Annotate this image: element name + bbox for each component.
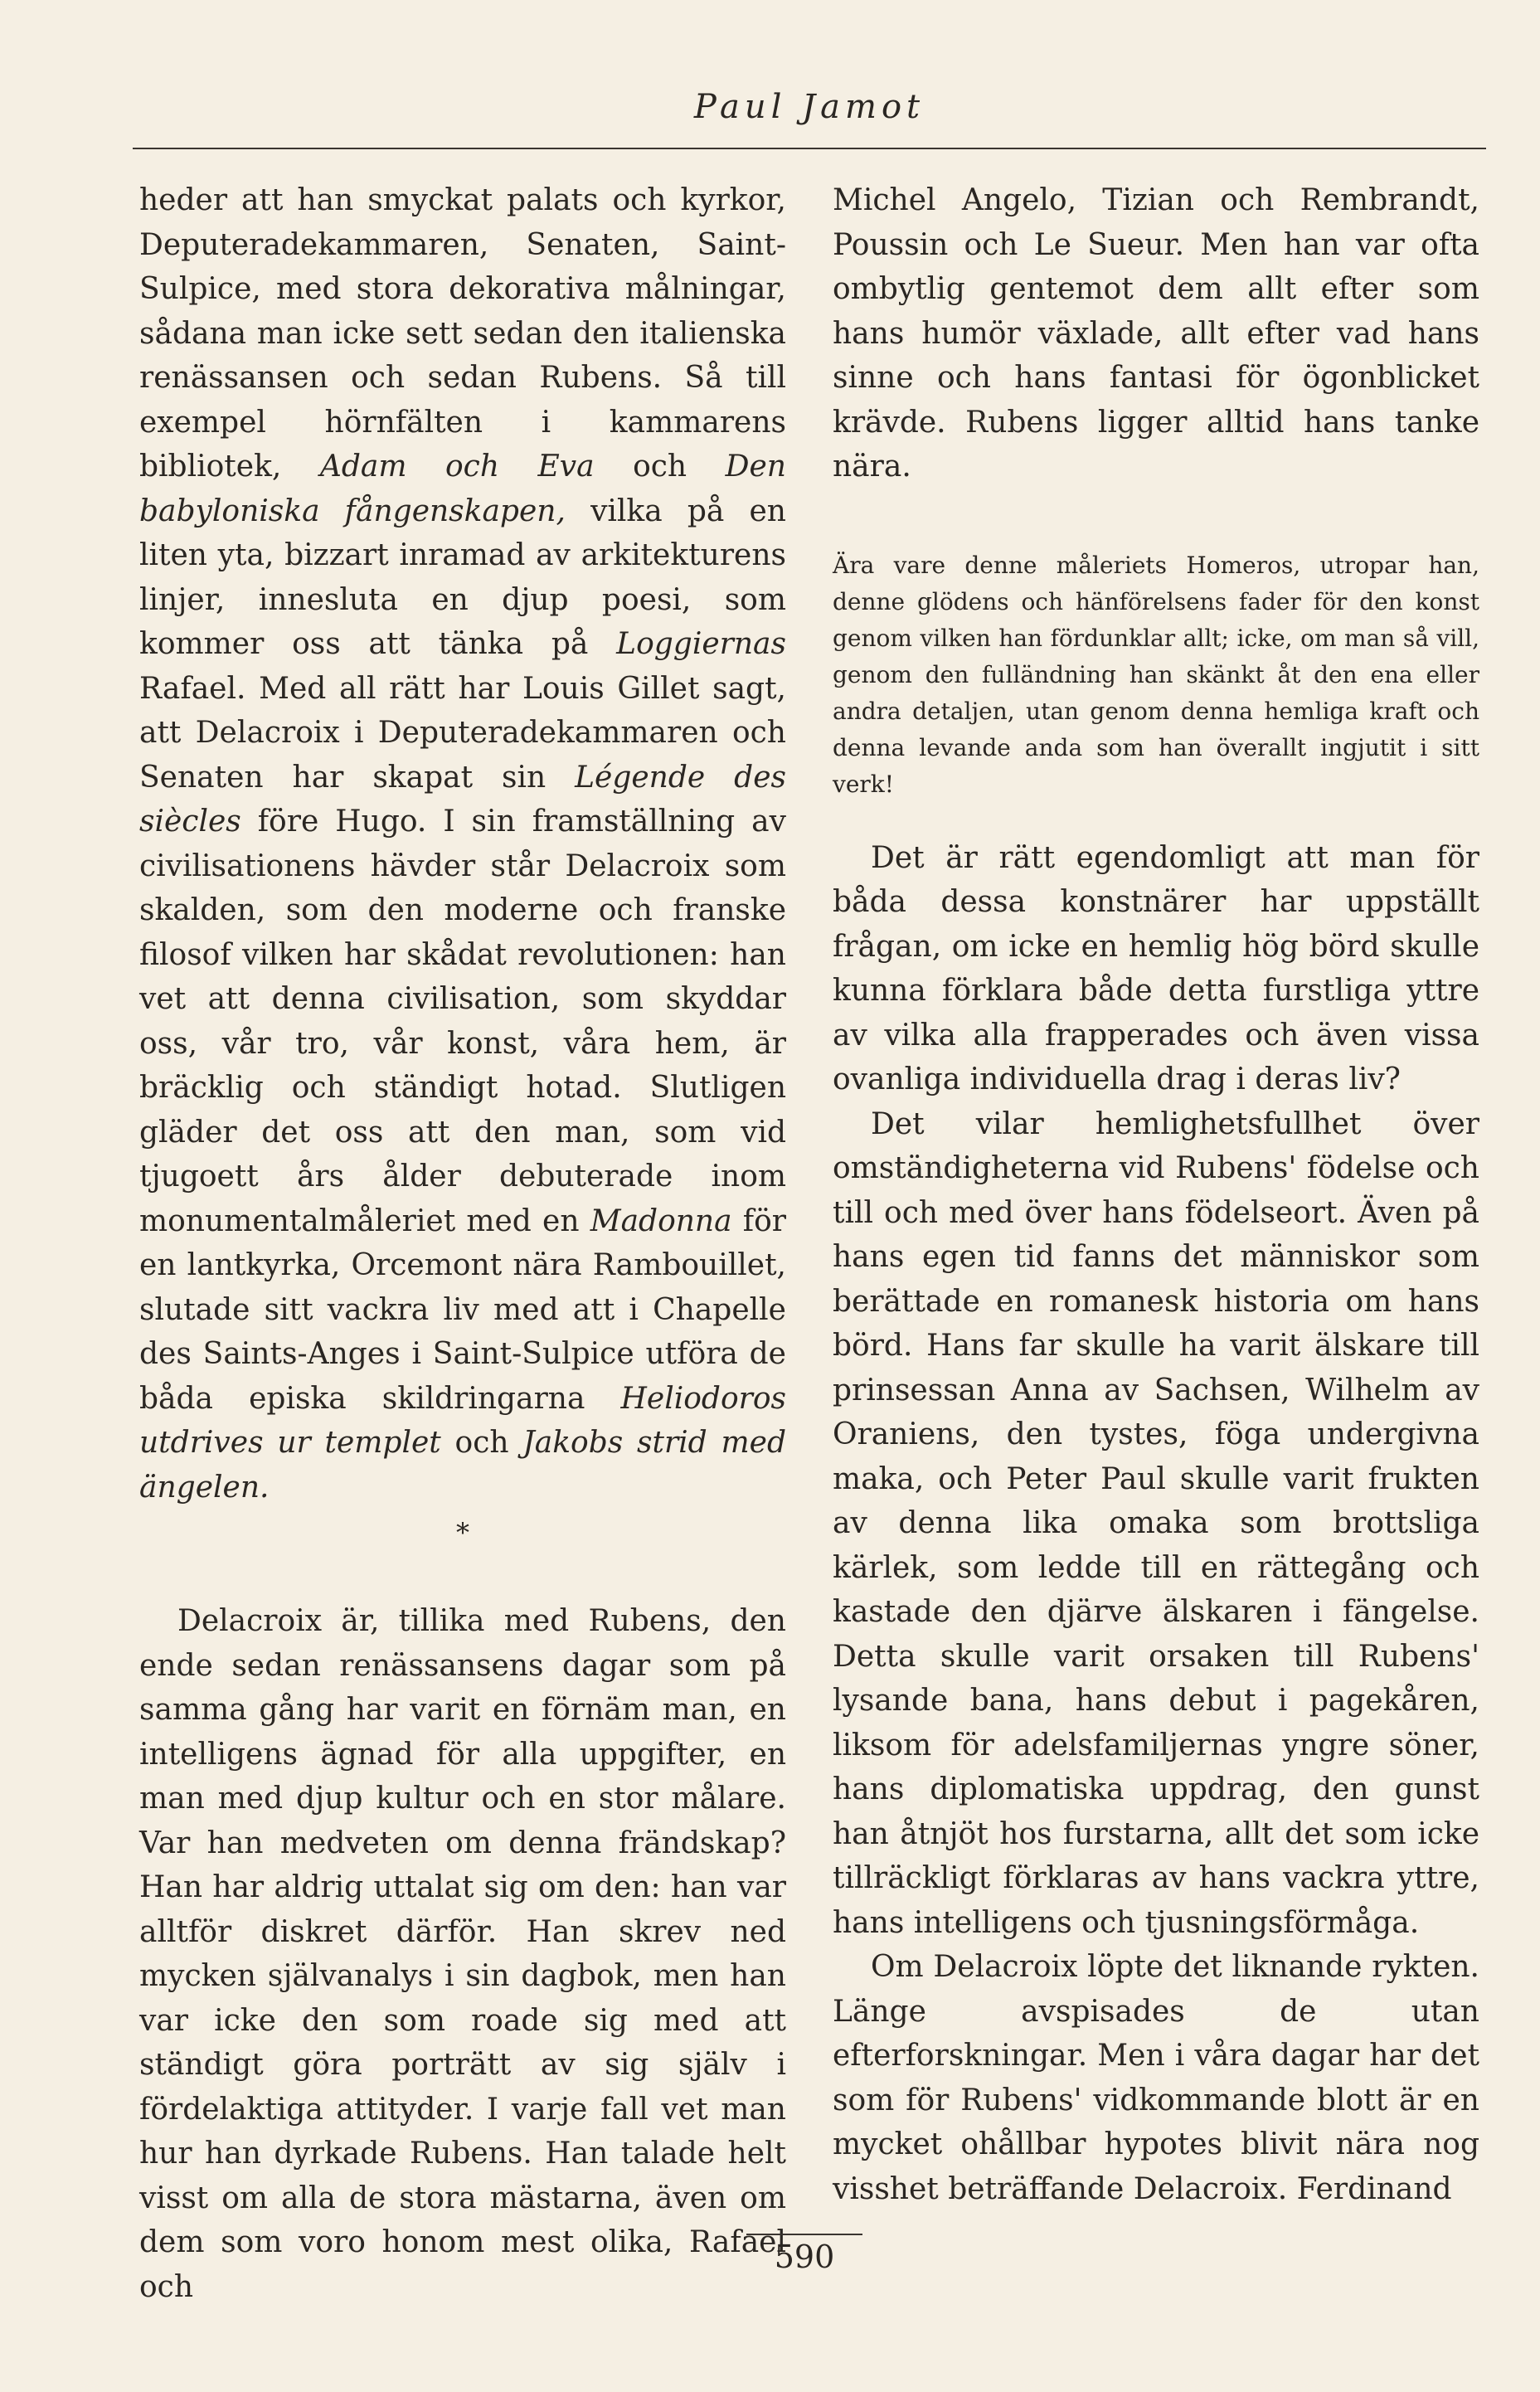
italic-title: Adam och Eva	[319, 450, 595, 484]
section-separator: *	[456, 1517, 469, 1548]
right-column	[833, 178, 1479, 2211]
text-run: för en lantkyrka, Orcemont nära Rambouillet, slutade sitt vackra liv med att i Chapelle des Saints-Anges i Saint-Sulpice utföra de båda episka skildringarna	[139, 1203, 786, 1416]
left-body-2	[139, 1599, 786, 2309]
italic-title: Madonna	[590, 1203, 732, 1238]
left-body	[139, 178, 786, 1510]
text-run: och	[440, 1426, 523, 1460]
text-run: vilka på en liten yta, bizzart inramad av arkitekturens linjer, innesluta en djup poesi, som kommer oss att tänka på	[139, 493, 786, 661]
italic-title: Légende des siècles	[139, 760, 786, 839]
right-paragraph-3: Det vilar hemlighetsfullhet över omständigheterna vid Rubens' födelse och till och med över hans födelseort. Även på hans egen tid fanns det människor som berättade en romanesk historia om hans börd. Hans far skulle ha varit älskare till prinsessan Anna av Sachsen, Wilhelm av Oraniens, den tystes, föga undergivna maka, och Peter Paul skulle varit frukten av denna lika omaka som brottsliga kärlek, som ledde till en rättegång och kastade den djärve älskaren i fängelse. Detta skulle varit orsaken till Rubens' lysande bana, hans debut i pagekåren, liksom för adelsfamiljernas yngre söner, hans diplomatiska uppdrag, den gunst han åtnjöt hos furstarna, allt det som icke tillräckligt förklaras av hans vackra yttre, hans intelligens och tjusningsförmåga.	[833, 1106, 1479, 1940]
left-paragraph-1	[139, 178, 786, 1510]
left-column	[139, 178, 786, 2309]
right-paragraph-1: Michel Angelo, Tizian och Rembrandt, Poussin och Le Sueur. Men han var ofta ombytlig gentemot dem allt efter som hans humör växlade, allt efter vad hans sinne och hans fantasi för ögonblicket krävde. Rubens ligger alltid hans tanke nära.	[833, 183, 1479, 484]
text-run: och	[594, 450, 726, 484]
page-number: 590	[746, 2234, 862, 2275]
running-header	[133, 76, 1486, 149]
text-run: heder att han smyckat palats och kyrkor, Deputeradekammaren, Senaten, Saint-Sulpice, med stora dekorativa målningar, sådana man icke sett sedan den italienska renässansen och sedan Rubens. Så till exempel hörnfälten i kammarens bibliotek,	[139, 183, 786, 484]
italic-title: Heliodoros utdrives ur templet	[139, 1381, 786, 1460]
right-paragraph-2: Det är rätt egendomligt att man för båda dessa konstnärer har uppställt frågan, om icke en hemlig hög börd skulle kunna förklara både detta furstliga yttre av vilka alla frapperades och även vissa ovanliga individuella drag i deras liv?	[833, 840, 1479, 1096]
italic-title: Loggiernas	[616, 627, 786, 661]
right-body	[833, 178, 1479, 489]
italic-title: Den babyloniska fångenskapen,	[139, 450, 786, 528]
text-run: före Hugo. I sin framställning av civilisationens hävder står Delacroix som skalden, som den moderne och franske filosof vilken har skådat revolutionen: han vet att denna civilisation, som skyddar oss, vår tro, vår konst, våra hem, är bräcklig och ständigt hotad. Slutligen gläder det oss att den man, som vid tjugoett års ålder debuterade inom monumentalmåleriet med en	[139, 805, 786, 1238]
left-paragraph-2: Delacroix är, tillika med Rubens, den ende sedan renässansens dagar som på samma gång har varit en förnäm man, en intelligens ägnad för alla uppgifter, en man med djup kultur och en stor målare. Var han medveten om denna frändskap? Han har aldrig uttalat sig om den: han var alltför diskret därför. Han skrev ned mycken självanalys i sin dagbok, men han var icke den som roade sig med att ständigt göra porträtt av sig själv i fördelaktiga attityder. I varje fall vet man hur han dyrkade Rubens. Han talade helt visst om alla de stora mästarna, även om dem som voro honom mest olika, Rafael och	[139, 1604, 786, 2304]
right-body-2	[833, 836, 1479, 2212]
running-header-title: Paul Jamot	[693, 88, 925, 126]
italic-title: Jakobs strid med ängelen.	[139, 1426, 786, 1505]
right-paragraph-4: Om Delacroix löpte det liknande rykten. Länge avspisades de utan efterforskningar. Men i våra dagar har det som för Rubens' vidkommande blott är en mycket ohållbar hypotes blivit nära nog visshet beträffande Delacroix. Ferdinand	[833, 1950, 1479, 2206]
text-run: Rafael. Med all rätt har Louis Gillet sagt, att Delacroix i Deputeradekammaren och Senaten har skapat sin	[139, 671, 786, 795]
block-quote: Ära vare denne måleriets Homeros, utropar han, denne glödens och hänförelsens fader för den konst genom vilken han fördunklar allt; icke, om man så vill, genom den fulländning han skänkt åt den ena eller andra detaljen, utan genom denna hemliga kraft och denna levande anda som han överallt ingjutit i sitt verk!	[833, 551, 1479, 798]
